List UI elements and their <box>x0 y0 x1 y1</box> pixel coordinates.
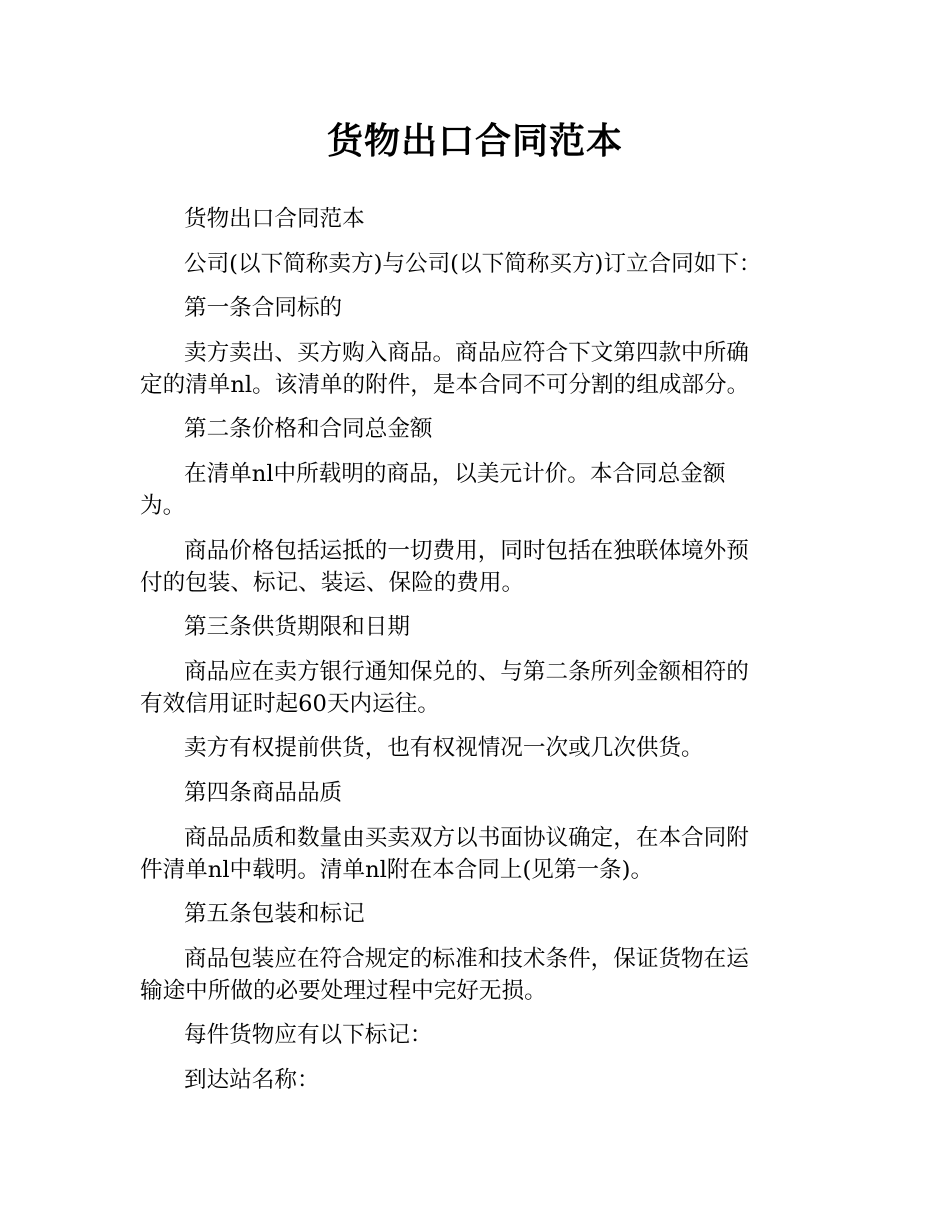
paragraph <box>140 203 820 235</box>
paragraph <box>140 656 820 720</box>
paragraph-line: 商品价格包括运抵的一切费用，同时包括在独联体境外预 <box>184 537 749 564</box>
paragraph-line: 定的清单nl。该清单的附件，是本合同不可分割的组成部分。 <box>140 371 750 398</box>
paragraph-line: 到达站名称： <box>184 1066 320 1093</box>
paragraph <box>140 535 820 599</box>
paragraph-line: 付的包装、标记、装运、保险的费用。 <box>140 569 525 596</box>
section-heading <box>140 413 820 445</box>
paragraph-line: 第二条价格和合同总金额 <box>184 416 433 443</box>
paragraph-line: 为。 <box>140 492 186 519</box>
document-body <box>140 203 820 1109</box>
paragraph-line: 商品应在卖方银行通知保兑的、与第二条所列金额相符的 <box>184 658 749 685</box>
paragraph <box>140 248 820 280</box>
paragraph <box>140 458 820 522</box>
paragraph-line: 商品包装应在符合规定的标准和技术条件，保证货物在运 <box>184 945 749 972</box>
paragraph <box>140 732 820 764</box>
section-heading <box>140 777 820 809</box>
paragraph-line: 每件货物应有以下标记： <box>184 1022 433 1049</box>
section-heading <box>140 292 820 324</box>
paragraph <box>140 1019 820 1051</box>
paragraph-line: 公司(以下简称卖方)与公司(以下简称买方)订立合同如下： <box>184 250 762 277</box>
paragraph-line: 第三条供货期限和日期 <box>184 614 410 641</box>
paragraph-line: 在清单nl中所载明的商品，以美元计价。本合同总金额 <box>184 460 726 487</box>
paragraph-line: 有效信用证时起60天内运往。 <box>140 690 440 717</box>
paragraph-line: 第四条商品品质 <box>184 779 343 806</box>
paragraph-line: 货物出口合同范本 <box>184 206 365 232</box>
section-heading <box>140 611 820 643</box>
paragraph-line: 件清单nl中载明。清单nl附在本合同上(见第一条)。 <box>140 856 654 883</box>
paragraph-line: 第五条包装和标记 <box>184 901 365 928</box>
paragraph-line: 第一条合同标的 <box>184 295 343 322</box>
paragraph <box>140 943 820 1007</box>
paragraph <box>140 1064 820 1096</box>
paragraph-line: 卖方有权提前供货，也有权视情况一次或几次供货。 <box>184 735 704 762</box>
paragraph <box>140 822 820 886</box>
paragraph-line: 商品品质和数量由买卖双方以书面协议确定，在本合同附 <box>184 824 749 851</box>
section-heading <box>140 898 820 930</box>
paragraph <box>140 337 820 401</box>
document-title: 货物出口合同范本 <box>326 121 623 162</box>
paragraph-line: 输途中所做的必要处理过程中完好无损。 <box>140 977 547 1004</box>
paragraph-line: 卖方卖出、买方购入商品。商品应符合下文第四款中所确 <box>184 339 749 366</box>
